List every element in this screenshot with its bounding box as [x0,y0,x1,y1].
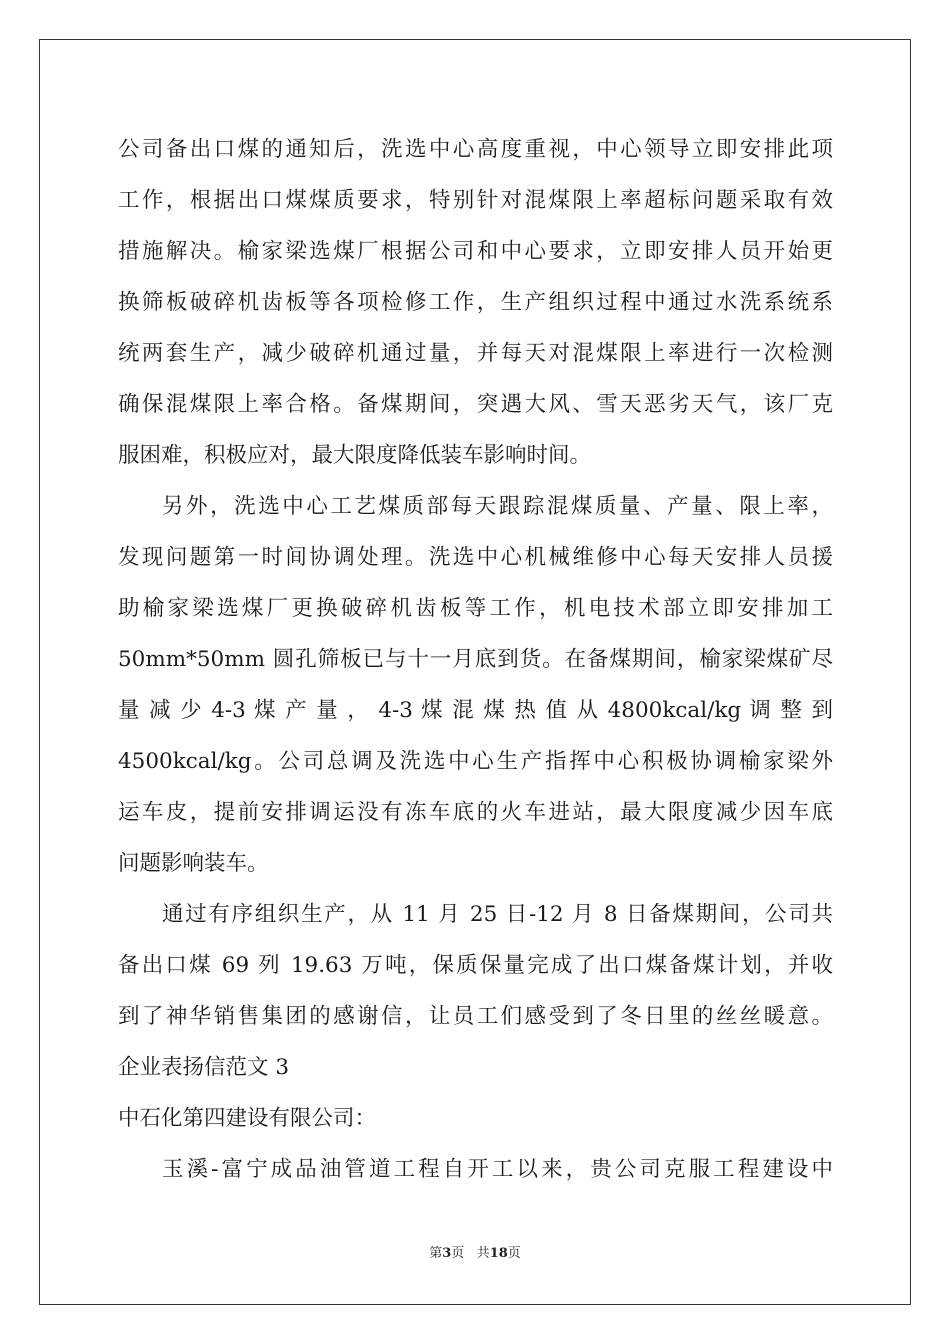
paragraph-line: 4500kcal/kg。公司总调及洗选中心生产指挥中心积极协调榆家梁外 [118,749,833,774]
paragraph-line: 助榆家梁选煤厂更换破碎机齿板等工作，机电技术部立即安排加工 [118,596,833,621]
paragraph-line: 备出口煤 69 列 19.63 万吨，保质保量完成了出口煤备煤计划，并收 [118,953,833,978]
document-body [118,124,833,1195]
paragraph-line: 措施解决。榆家梁选煤厂根据公司和中心要求，立即安排人员开始更 [118,239,833,264]
section-heading: 企业表扬信范文 3 [118,1055,290,1080]
salutation: 中石化第四建设有限公司： [118,1106,377,1131]
paragraph-line: 到了神华销售集团的感谢信，让员工们感受到了冬日里的丝丝暖意。 [118,1004,833,1029]
total-suffix: 页 [507,1246,521,1261]
paragraph-line: 量 减 少 4-3 煤 产 量 ， 4-3 煤 混 煤 热 值 从 4800kcal/kg 调 整 到 [118,698,833,723]
total-prefix: 共 [476,1246,490,1261]
paragraph-line: 50mm*50mm 圆孔筛板已与十一月底到货。在备煤期间，榆家梁煤矿尽 [118,647,833,672]
paragraph-line: 通过有序组织生产，从 11 月 25 日-12 月 8 日备煤期间，公司共 [162,902,833,927]
paragraph-line: 运车皮，提前安排调运没有冻车底的火车进站，最大限度减少因车底 [118,800,833,825]
page-footer [0,1245,950,1263]
paragraph-line: 另外，洗选中心工艺煤质部每天跟踪混煤质量、产量、限上率， [162,494,833,519]
paragraph-line: 确保混煤限上率合格。备煤期间，突遇大风、雪天恶劣天气，该厂克 [118,392,833,417]
paragraph-line: 统两套生产，减少破碎机通过量，并每天对混煤限上率进行一次检测 [118,341,833,366]
page-number: 3 [442,1246,452,1261]
paragraph-line: 工作，根据出口煤煤质要求，特别针对混煤限上率超标问题采取有效 [118,188,833,213]
total-pages: 18 [489,1246,508,1261]
paragraph-line: 公司备出口煤的通知后，洗选中心高度重视，中心领导立即安排此项 [118,137,833,162]
paragraph-line: 问题影响装车。 [118,851,269,876]
paragraph-line: 换筛板破碎机齿板等各项检修工作，生产组织过程中通过水洗系统系 [118,290,833,315]
paragraph-line: 发现问题第一时间协调处理。洗选中心机械维修中心每天安排人员援 [118,545,833,570]
page-suffix: 页 [451,1246,465,1261]
paragraph-line: 玉溪-富宁成品油管道工程自开工以来，贵公司克服工程建设中 [162,1157,833,1182]
page-prefix: 第 [429,1246,443,1261]
paragraph-line: 服困难，积极应对，最大限度降低装车影响时间。 [118,443,592,468]
